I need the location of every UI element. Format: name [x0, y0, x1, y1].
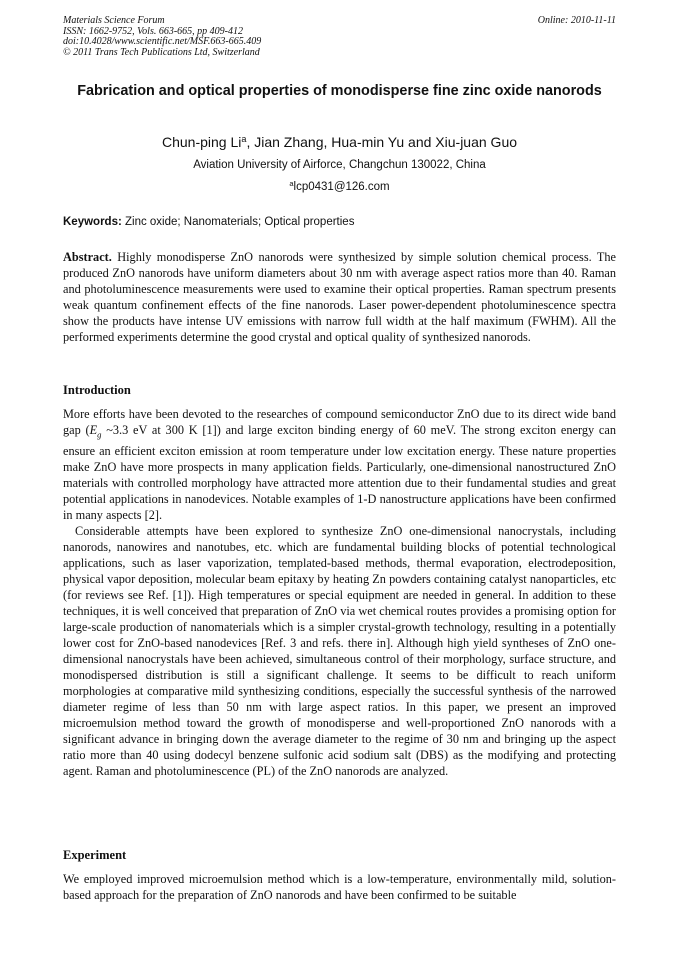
keywords-label: Keywords:: [63, 216, 122, 228]
issn-line: ISSN: 1662-9752, Vols. 663-665, pp 409-412: [63, 25, 243, 37]
online-date: Online: 2010-11-11: [537, 15, 616, 26]
intro-paragraph-2: Considerable attempts have been explored to synthesize ZnO one-dimensional nanocrystals, including nanorods, nanowires and nanotubes, etc. which are fundamental building blocks of potential technological applications, such as laser vaporization, templated-based methods, thermal evaporation, electrodeposition, physical vapor deposition, molecular beam epitaxy by heating Zn powders containing catalyst nanoparticles, etc (for reviews see Ref. [1]). High temperatures or special equipment are needed in general. In addition to these techniques, it is well conceived that preparation of ZnO via wet chemical routes provides a promising option for large-scale production of nanomaterials which is a simpler crystal-growth technology, resulting in a potentially lower cost for ZnO-based nanodevices [Ref. 3 and refs. there in]. Although high yield syntheses of ZnO one-dimensional nanocrystals have been achieved, simultaneous control of their morphology, surface structure, and monodispersed distribution is still a significant challenge. It seems to be difficult to reach uniform morphologies at comparative mild synthesizing conditions, especially the successful synthesis of the narrowed diameter regime of less than 50 nm with large aspect ratios. In this paper, we present an improved microemulsion method toward the growth of monodisperse and well-proportioned ZnO nanorods with a significant advance in bringing down the average diameter to the regime of 30 nm and bringing up the aspect ratio more than 40 using dodecyl benzene sulfonic acid sodium salt (DBS) as the modifying and protecting agent. Raman and photoluminescence (PL) of the ZnO nanorods are analyzed.: [63, 523, 616, 779]
experiment-heading: Experiment: [63, 848, 127, 862]
email-address[interactable]: lcp0431@126.com: [293, 181, 390, 193]
email-marker: a: [289, 178, 294, 188]
copyright-line: © 2011 Trans Tech Publications Ltd, Switzerland: [63, 46, 260, 58]
abstract: [63, 249, 616, 345]
band-gap-subscript: g: [97, 429, 102, 440]
other-authors: , Jian Zhang, Hua-min Yu and Xiu-juan Guo: [246, 134, 518, 150]
first-author: Chun-ping Li: [161, 134, 242, 150]
email-line: [63, 180, 616, 194]
journal-name: Materials Science Forum: [63, 15, 165, 26]
author-list: [63, 133, 616, 151]
intro-p1-part-a: More efforts have been devoted to the researches of compound semiconductor ZnO due to its direct wide band gap (: [63, 407, 616, 438]
abstract-text: Highly monodisperse ZnO nanorods were synthesized by simple solution chemical process. The produced ZnO nanorods have uniform diameters about 30 nm with average aspect ratios more than 40. Raman and photoluminescence measurements were used to examine their optical properties. Raman spectrum presents weak quantum confinement effects of the fine nanorods. Laser power-dependent photoluminescence spectra show the products have intense UV emissions with narrow full width at the half maximum (FWHM). All the performed experiments determine the good crystal and optical quality of synthesized nanorods.: [63, 250, 616, 345]
keywords: [63, 215, 616, 229]
affiliation: Aviation University of Airforce, Changchun 130022, China: [193, 159, 486, 171]
journal-header: [63, 16, 616, 58]
intro-p1-part-b: ~3.3 eV at 300 K [1]) and large exciton binding energy of 60 meV. The strong exciton energy can ensure an efficient exciton emission at room temperature under low excitation energy. These nature properties make ZnO have more prospects in many application fields. Particularly, one-dimensional nanostructured ZnO materials with controlled morphology have attracted more attention due to their fundamental studies and great potential applications in nanodevices. Notable examples of 1-D nanostructure applications have been confirmed in many aspects [2].: [63, 423, 616, 522]
experiment-body: [63, 871, 616, 903]
abstract-label: Abstract.: [63, 250, 112, 264]
intro-paragraph-1: [63, 406, 616, 523]
author-affil-marker: a: [241, 134, 247, 144]
doi-line: doi:10.4028/www.scientific.net/MSF.663-665.409: [63, 36, 262, 47]
experiment-paragraph-1: We employed improved microemulsion method which is a low-temperature, environmentally mild, solution-based approach for the preparation of ZnO nanorods and have been confirmed to be suitable: [63, 872, 616, 903]
keywords-text: Zinc oxide; Nanomaterials; Optical properties: [121, 216, 355, 228]
paper-title: Fabrication and optical properties of monodisperse fine zinc oxide nanorods: [77, 83, 602, 99]
introduction-heading: Introduction: [63, 383, 131, 397]
band-gap-symbol: E: [89, 423, 98, 438]
introduction-body: [63, 406, 616, 780]
